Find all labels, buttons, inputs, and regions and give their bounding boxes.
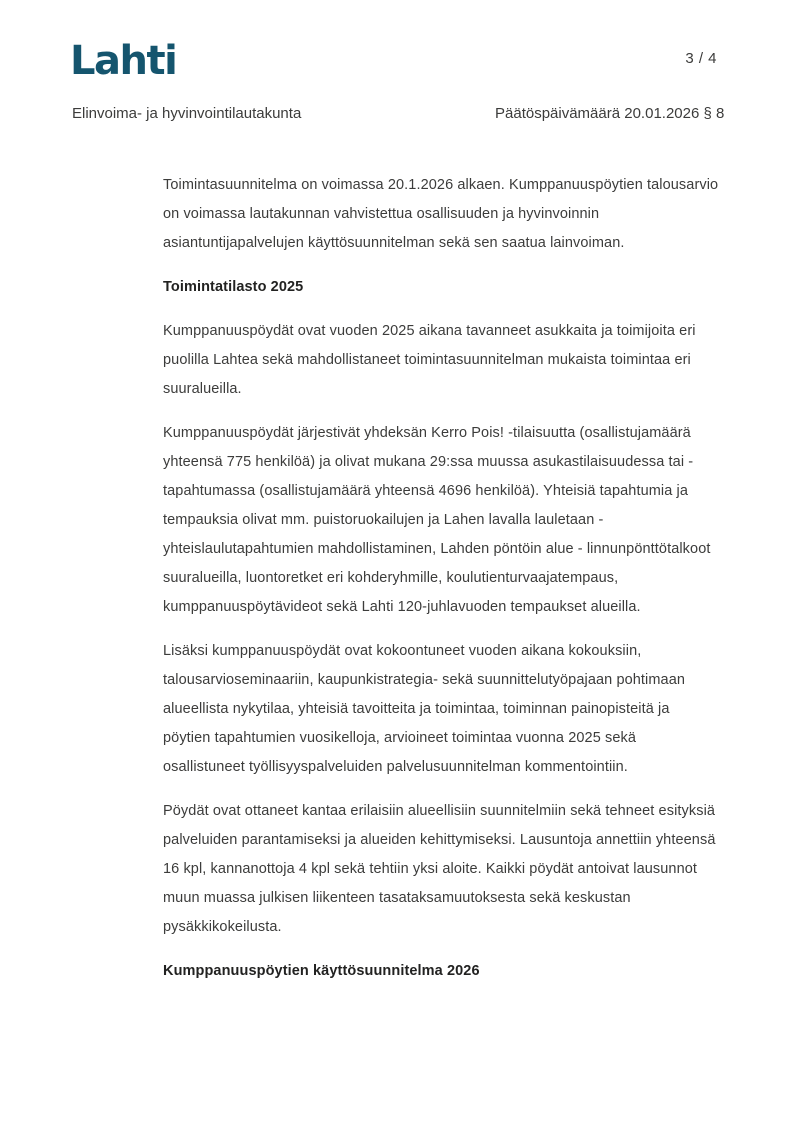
- document-body: [163, 171, 719, 1001]
- committee-name: Elinvoima- ja hyvinvointilautakunta: [72, 105, 302, 122]
- section-heading-kayttosuunnitelma: Kumppanuuspöytien käyttösuunnitelma 2026: [163, 963, 480, 979]
- paragraph-meetings-overview: Kumppanuuspöydät ovat vuoden 2025 aikana tavanneet asukkaita ja toimijoita eri puolilla Lahtea sekä mahdollistaneet toimintasuunnitelman mukaista toimintaa eri suuralueilla.: [163, 323, 696, 397]
- section-heading-toimintatilasto: Toimintatilasto 2025: [163, 279, 304, 295]
- paragraph-statements: Pöydät ovat ottaneet kantaa erilaisiin alueellisiin suunnitelmiin sekä tehneet esityksiä palveluiden parantamiseksi ja alueiden kehittymiseksi. Lausuntoja annettiin yhteensä 16 kpl, kannanottoja 4 kpl sekä tehtiin yksi aloite. Kaikki pöydät antoivat lausunnot muun muassa julkisen liikenteen tasataksamuutoksesta sekä keskustan pysäkkikokeilusta.: [163, 803, 716, 935]
- paragraph-events-statistics: Kumppanuuspöydät järjestivät yhdeksän Kerro Pois! -tilaisuutta (osallistujamäärä yhteensä 775 henkilöä) ja olivat mukana 29:ssa muussa asukastilaisuudessa tai -tapahtumassa (osallistujamäärä yhteensä 4696 henkilöä). Yhteisiä tapahtumia ja tempauksia olivat mm. puistoruokailujen ja Lahen lavalla lauletaan - yhteislaulutapahtumien mahdollistaminen, Lahden pöntöin alue - linnunpönttötalkoot suuralueilla, luontoretket eri kohderyhmille, koulutienturvaajatempaus, kumppanuuspöytävideot sekä Lahti 120-juhlavuoden tempaukset alueilla.: [163, 425, 711, 615]
- paragraph-workshops: Lisäksi kumppanuuspöydät ovat kokoontuneet vuoden aikana kokouksiin, talousarvioseminaariin, kaupunkistrategia- sekä suunnittelutyöpajaan pohtimaan alueellista nykytilaa, yhteisiä tavoitteita ja toimintaa, toiminnan painopisteitä ja pöytien tapahtumien vuosikelloja, arvioineet toimintaa vuonna 2025 sekä osallistuneet työllisyyspalveluiden palvelusuunnitelman kommentointiin.: [163, 643, 686, 775]
- page-number: 3 / 4: [685, 50, 717, 67]
- decision-date: Päätöspäivämäärä 20.01.2026 § 8: [495, 105, 725, 122]
- paragraph-validity: Toimintasuunnitelma on voimassa 20.1.2026 alkaen. Kumppanuuspöytien talousarvio on voimassa lautakunnan vahvistettua osallisuuden ja hyvinvoinnin asiantuntijapalvelujen käyttösuunnitelman sekä sen saatua lainvoiman.: [163, 177, 719, 251]
- lahti-logo: Lahti: [70, 38, 177, 84]
